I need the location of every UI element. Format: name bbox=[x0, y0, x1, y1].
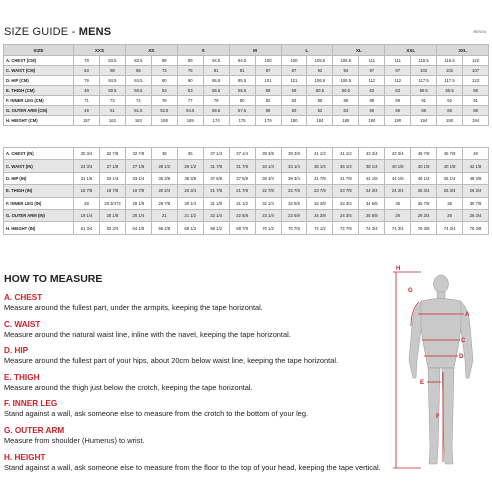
table-cell: 76 3/8 bbox=[463, 222, 489, 234]
table-row bbox=[4, 86, 489, 96]
measure-heading: A. CHEST bbox=[4, 293, 43, 302]
table-cell: 37 5/8 bbox=[229, 172, 255, 184]
table-cell: 53 bbox=[151, 86, 177, 96]
table-cell: 55.5 bbox=[229, 86, 255, 96]
figure-label-d: D bbox=[459, 354, 464, 360]
table-cell: 62 bbox=[307, 106, 333, 116]
table-cell: 122 bbox=[463, 56, 489, 66]
table-cell: 32 1/4 bbox=[255, 197, 281, 209]
table-cell: 117.5 bbox=[411, 76, 437, 86]
table-cell: 84.5 bbox=[99, 76, 125, 86]
table-cell: 26 3/4 bbox=[411, 209, 437, 221]
table-cell: 25 3/4 bbox=[437, 185, 463, 197]
table-cell: 22 7/8 bbox=[255, 185, 281, 197]
table-cell: 162 bbox=[99, 116, 125, 126]
size-header-s: S bbox=[177, 45, 229, 56]
table-cell: 76 bbox=[151, 96, 177, 106]
table-cell: 65.5 bbox=[437, 86, 463, 96]
table-cell: 66 bbox=[437, 106, 463, 116]
table-cell: 35 7/8 bbox=[411, 197, 437, 209]
table-cell: 81 bbox=[203, 66, 229, 76]
table-cell: 105.5 bbox=[307, 56, 333, 66]
table-cell: 33 3/8 bbox=[307, 197, 333, 209]
table-cell: 63 bbox=[333, 106, 359, 116]
table-cell: 33 3/4 bbox=[333, 197, 359, 209]
table-cell: 35 7/8 bbox=[463, 197, 489, 209]
table-cell: 41 1/2 bbox=[307, 148, 333, 160]
table-cell: 30 1/4 bbox=[177, 197, 203, 209]
table-cell: 65 bbox=[359, 106, 385, 116]
row-label: G. OUTER ARM (CM) bbox=[4, 106, 74, 116]
table-cell: 94.5 bbox=[229, 56, 255, 66]
table-cell: 35 3/8 bbox=[151, 172, 177, 184]
table-cell: 63 bbox=[359, 86, 385, 96]
table-cell: 111 bbox=[359, 56, 385, 66]
measure-item bbox=[4, 453, 384, 472]
table-cell: 74 3/4 bbox=[385, 222, 411, 234]
table-cell: 68 bbox=[463, 106, 489, 116]
table-row bbox=[4, 185, 489, 197]
size-header-l: L bbox=[281, 45, 333, 56]
table-cell: 42 1/8 bbox=[463, 160, 489, 172]
table-cell: 112 bbox=[359, 76, 385, 86]
table-cell: 70 1/2 bbox=[255, 222, 281, 234]
table-cell: 32 7/8 bbox=[99, 148, 125, 160]
measure-heading: G. OUTER ARM bbox=[4, 426, 65, 435]
table-cell: 24 3/4 bbox=[385, 185, 411, 197]
table-cell: 117.5 bbox=[437, 76, 463, 86]
table-cell: 51 bbox=[99, 106, 125, 116]
table-cell: 44 1/8 bbox=[385, 172, 411, 184]
table-cell: 123 bbox=[463, 76, 489, 86]
table-cell: 190 bbox=[437, 116, 463, 126]
table-cell: 32 7/8 bbox=[125, 148, 151, 160]
figure-label-e: E bbox=[420, 380, 425, 386]
table-cell: 102 bbox=[437, 66, 463, 76]
table-cell: 37 5/8 bbox=[203, 172, 229, 184]
page-title bbox=[4, 26, 111, 38]
table-cell: 48 bbox=[74, 86, 100, 96]
table-cell: 31 1/8 bbox=[203, 197, 229, 209]
table-cell: 78 bbox=[74, 56, 100, 66]
table-cell: 84.5 bbox=[125, 76, 151, 86]
table-cell: 54.5 bbox=[177, 106, 203, 116]
table-cell: 21 bbox=[151, 209, 177, 221]
size-header-m: M bbox=[229, 45, 281, 56]
table-cell: 68 1/2 bbox=[203, 222, 229, 234]
table-cell: 28 1/2 bbox=[151, 160, 177, 172]
table-cell: 24 3/4 bbox=[74, 160, 100, 172]
table-cell: 63 3/4 bbox=[99, 222, 125, 234]
table-cell: 105.5 bbox=[333, 56, 359, 66]
table-cell: 190 bbox=[359, 116, 385, 126]
table-cell: 19 7/8 bbox=[125, 185, 151, 197]
table-row bbox=[4, 56, 489, 66]
table-cell: 87 bbox=[281, 66, 307, 76]
table-cell: 32 5/8 bbox=[281, 197, 307, 209]
table-cell: 48 3/8 bbox=[463, 172, 489, 184]
table-cell: 174 bbox=[203, 116, 229, 126]
table-cell: 38 1/4 bbox=[359, 160, 385, 172]
table-cell: 66 1/8 bbox=[151, 222, 177, 234]
measure-item bbox=[4, 320, 384, 339]
table-cell: 116.5 bbox=[437, 56, 463, 66]
table-cell: 74 bbox=[125, 96, 151, 106]
table-cell: 49 bbox=[74, 106, 100, 116]
table-cell: 60.5 bbox=[333, 86, 359, 96]
table-cell: 35 3/8 bbox=[177, 172, 203, 184]
table-row bbox=[4, 116, 489, 126]
table-cell: 61 3/4 bbox=[74, 222, 100, 234]
table-cell: 77 bbox=[177, 96, 203, 106]
table-cell: 46 1/4 bbox=[437, 172, 463, 184]
table-cell: 35 bbox=[151, 148, 177, 160]
table-cell: 64 1/8 bbox=[125, 222, 151, 234]
table-cell: 33 1/4 bbox=[99, 172, 125, 184]
row-label: F. INNER LEG (IN) bbox=[4, 197, 74, 209]
table-cell: 66 bbox=[385, 106, 411, 116]
size-header-xxs: XXS bbox=[74, 45, 126, 56]
row-label: E. THIGH (CM) bbox=[4, 86, 74, 96]
table-cell: 157 bbox=[74, 116, 100, 126]
table-cell: 85 bbox=[307, 96, 333, 106]
table-cell: 39 3/4 bbox=[281, 172, 307, 184]
table-cell: 102 bbox=[411, 66, 437, 76]
table-cell: 34 1/4 bbox=[281, 160, 307, 172]
table-cell: 101 bbox=[281, 76, 307, 86]
table-cell: 26 3/4 bbox=[463, 185, 489, 197]
row-label: A. CHEST (IN) bbox=[4, 148, 74, 160]
table-cell: 63 bbox=[74, 66, 100, 76]
table-cell: 20 3/4 bbox=[151, 185, 177, 197]
table-cell: 194 bbox=[411, 116, 437, 126]
table-cell: 101 bbox=[255, 76, 281, 86]
table-cell: 82 bbox=[255, 96, 281, 106]
table-cell: 194 bbox=[463, 116, 489, 126]
title-bold: MENS bbox=[78, 26, 112, 38]
table-cell: 22 7/8 bbox=[281, 185, 307, 197]
table-cell: 26 3/4 bbox=[463, 209, 489, 221]
table-cell: 25 3/4 bbox=[411, 185, 437, 197]
title-prefix: SIZE GUIDE - bbox=[4, 26, 79, 38]
measure-item bbox=[4, 346, 384, 365]
measure-heading: C. WAIST bbox=[4, 319, 41, 329]
table-cell: 88 bbox=[359, 96, 385, 106]
table-cell: 112 bbox=[385, 76, 411, 86]
table-cell: 72 7/8 bbox=[333, 222, 359, 234]
table-cell: 23 5/8 bbox=[281, 209, 307, 221]
table-cell: 65.5 bbox=[411, 86, 437, 96]
table-cell: 24 3/8 bbox=[307, 209, 333, 221]
size-table-in bbox=[3, 147, 489, 235]
table-cell: 68 bbox=[463, 86, 489, 96]
table-cell: 23 7/8 bbox=[333, 185, 359, 197]
table-cell: 86 bbox=[333, 96, 359, 106]
table-cell: 35 bbox=[437, 197, 463, 209]
size-header-3xl: 3XL bbox=[437, 45, 489, 56]
table-cell: 76 3/8 bbox=[411, 222, 437, 234]
table-cell: 68 7/8 bbox=[229, 222, 255, 234]
table-cell: 25 5/8 bbox=[359, 209, 385, 221]
table-cell: 21 7/8 bbox=[203, 185, 229, 197]
table-cell: 58 bbox=[255, 86, 281, 96]
how-to-measure-title: HOW TO MEASURE bbox=[4, 273, 103, 285]
measure-description: Measure around the fullest part, under the armpits, keeping the tape horizontal. bbox=[4, 303, 263, 312]
table-row bbox=[4, 106, 489, 116]
table-cell: 97 bbox=[385, 66, 411, 76]
row-label: C. WAIST (CM) bbox=[4, 66, 74, 76]
table-cell: 51.5 bbox=[125, 106, 151, 116]
table-cell: 50.5 bbox=[99, 86, 125, 96]
table-cell: 179 bbox=[255, 116, 281, 126]
table-cell: 29 7/8 bbox=[151, 197, 177, 209]
table-cell: 29 1/2 bbox=[177, 160, 203, 172]
figure-label-a: A bbox=[465, 312, 470, 318]
table-cell: 22 5/8 bbox=[229, 209, 255, 221]
table-cell: 37 1/4 bbox=[203, 148, 229, 160]
table-cell: 75 bbox=[177, 66, 203, 76]
table-cell: 60 bbox=[281, 106, 307, 116]
table-cell: 66 1/2 bbox=[177, 222, 203, 234]
table-cell: 41 7/8 bbox=[333, 172, 359, 184]
table-cell: 70 7/8 bbox=[281, 222, 307, 234]
row-label: G. OUTER ARM (IN) bbox=[4, 209, 74, 221]
table-cell: 23 1/4 bbox=[255, 209, 281, 221]
measure-heading: E. THIGH bbox=[4, 372, 40, 382]
table-cell: 169 bbox=[177, 116, 203, 126]
table-cell: 48 bbox=[463, 148, 489, 160]
table-cell: 36 1/4 bbox=[333, 160, 359, 172]
measure-description: Measure around the thigh just below the crotch, keeping the tape horizontal. bbox=[4, 382, 253, 392]
table-cell: 55.5 bbox=[203, 86, 229, 96]
table-cell: 92 bbox=[437, 96, 463, 106]
table-cell: 116.5 bbox=[411, 56, 437, 66]
table-cell: 92 bbox=[333, 66, 359, 76]
table-cell: 81 bbox=[229, 66, 255, 76]
body-figure-svg bbox=[391, 268, 486, 471]
table-cell: 24 3/4 bbox=[333, 209, 359, 221]
table-row bbox=[4, 160, 489, 172]
table-cell: 35 bbox=[385, 197, 411, 209]
table-cell: 92 bbox=[307, 66, 333, 76]
table-cell: 39 3/4 bbox=[255, 172, 281, 184]
size-table-cm bbox=[3, 44, 489, 126]
table-cell: 26 bbox=[385, 209, 411, 221]
size-header-label: SIZE bbox=[4, 45, 74, 56]
table-cell: 56.5 bbox=[203, 106, 229, 116]
table-cell: 74 3/4 bbox=[359, 222, 385, 234]
table-cell: 20 1/4 bbox=[125, 209, 151, 221]
table-cell: 79 bbox=[74, 76, 100, 86]
table-cell: 90 bbox=[177, 76, 203, 86]
table-cell: 30 3/4 bbox=[74, 148, 100, 160]
measure-heading: D. HIP bbox=[4, 346, 29, 356]
size-header-xs: XS bbox=[125, 45, 177, 56]
table-cell: 100 bbox=[281, 56, 307, 66]
table-cell: 21 7/8 bbox=[229, 185, 255, 197]
table-row bbox=[4, 96, 489, 106]
table-cell: 29 1/8 bbox=[125, 197, 151, 209]
table-cell: 41 7/8 bbox=[307, 172, 333, 184]
table-row bbox=[4, 222, 489, 234]
table-cell: 80 bbox=[229, 96, 255, 106]
table-cell: 58 bbox=[281, 86, 307, 96]
table-cell: 60.5 bbox=[307, 86, 333, 96]
table-cell: 40 1/8 bbox=[411, 160, 437, 172]
row-label: A. CHEST (CM) bbox=[4, 56, 74, 66]
table-row bbox=[4, 197, 489, 209]
revision-label: REV04 bbox=[473, 29, 486, 34]
table-row bbox=[4, 66, 489, 76]
table-cell: 89 bbox=[385, 96, 411, 106]
table-cell: 100 bbox=[255, 56, 281, 66]
table-cell: 95.5 bbox=[229, 76, 255, 86]
table-cell: 73 bbox=[99, 96, 125, 106]
table-cell: 19 7/8 bbox=[99, 185, 125, 197]
table-row bbox=[4, 76, 489, 86]
table-cell: 28 bbox=[74, 197, 100, 209]
table-cell: 68 bbox=[411, 106, 437, 116]
table-cell: 45 7/8 bbox=[437, 148, 463, 160]
table-cell: 91 bbox=[411, 96, 437, 106]
measure-description: Measure around the fullest part of your hips, about 20cm below waist line, keeping the tape horizontal. bbox=[4, 356, 339, 366]
table-cell: 20 1/8 bbox=[99, 209, 125, 221]
table-cell: 40 1/8 bbox=[437, 160, 463, 172]
table-cell: 175 bbox=[229, 116, 255, 126]
measure-item bbox=[4, 399, 384, 418]
table-cell: 44 1/8 bbox=[359, 172, 385, 184]
table-cell: 18 7/8 bbox=[74, 185, 100, 197]
table-cell: 34 5/8 bbox=[359, 197, 385, 209]
table-cell: 95.5 bbox=[203, 76, 229, 86]
table-cell: 71 bbox=[74, 96, 100, 106]
measure-item bbox=[4, 293, 384, 312]
table-cell: 97 bbox=[359, 66, 385, 76]
table-cell: 40 1/8 bbox=[385, 160, 411, 172]
table-cell: 68 bbox=[99, 66, 125, 76]
table-cell: 22 1/4 bbox=[203, 209, 229, 221]
table-cell: 111 bbox=[385, 56, 411, 66]
table-cell: 94.5 bbox=[203, 56, 229, 66]
table-cell: 53.5 bbox=[151, 106, 177, 116]
table-cell: 106.5 bbox=[307, 76, 333, 86]
table-cell: 36 1/4 bbox=[307, 160, 333, 172]
table-cell: 21 1/2 bbox=[177, 209, 203, 221]
table-cell: 24 3/4 bbox=[359, 185, 385, 197]
row-label: H. HEIGHT (CM) bbox=[4, 116, 74, 126]
table-cell: 31 7/8 bbox=[229, 160, 255, 172]
table-cell: 87 bbox=[255, 66, 281, 76]
measure-item bbox=[4, 426, 384, 445]
table-cell: 91 bbox=[463, 96, 489, 106]
table-cell: 39 3/8 bbox=[255, 148, 281, 160]
table-cell: 90 bbox=[151, 76, 177, 86]
table-cell: 27 1/8 bbox=[125, 160, 151, 172]
figure-label-g: G bbox=[408, 288, 413, 294]
table-cell: 43 3/4 bbox=[385, 148, 411, 160]
table-cell: 20 3/4 bbox=[177, 185, 203, 197]
table-cell: 39 3/8 bbox=[281, 148, 307, 160]
table-cell: 68 bbox=[125, 66, 151, 76]
table-cell: 23 7/8 bbox=[307, 185, 333, 197]
row-label: H. HEIGHT (IN) bbox=[4, 222, 74, 234]
table-cell: 57.5 bbox=[229, 106, 255, 116]
table-cell: 33 1/4 bbox=[125, 172, 151, 184]
table-cell: 41 1/2 bbox=[333, 148, 359, 160]
table-cell: 74 3/4 bbox=[437, 222, 463, 234]
table-row bbox=[4, 172, 489, 184]
table-cell: 168 bbox=[151, 116, 177, 126]
table-cell: 83.5 bbox=[99, 56, 125, 66]
table-cell: 63 bbox=[385, 86, 411, 96]
table-cell: 28 3/4?3 bbox=[99, 197, 125, 209]
figure-label-h: H bbox=[396, 266, 401, 272]
table-row bbox=[4, 148, 489, 160]
table-cell: 79 bbox=[203, 96, 229, 106]
table-cell: 45 7/8 bbox=[411, 148, 437, 160]
table-cell: 73 bbox=[151, 66, 177, 76]
table-cell: 26 bbox=[437, 209, 463, 221]
measure-description: Stand against a wall, ask someone else to measure from the crotch to the bottom of your leg. bbox=[4, 409, 308, 419]
table-cell: 34 1/4 bbox=[255, 160, 281, 172]
table-row bbox=[4, 209, 489, 221]
table-cell: 37 1/4 bbox=[229, 148, 255, 160]
table-cell: 163 bbox=[125, 116, 151, 126]
body-figure bbox=[391, 268, 486, 471]
table-cell: 31 1/8 bbox=[74, 172, 100, 184]
table-cell: 107 bbox=[463, 66, 489, 76]
size-header-xl: XL bbox=[333, 45, 385, 56]
row-label: C. WAIST (IN) bbox=[4, 160, 74, 172]
table-cell: 53 bbox=[177, 86, 203, 96]
measure-item bbox=[4, 373, 384, 392]
table-cell: 50.5 bbox=[125, 86, 151, 96]
measure-heading: H. HEIGHT bbox=[4, 452, 46, 462]
row-label: F. INNER LEG (CM) bbox=[4, 96, 74, 106]
figure-label-c: C bbox=[461, 338, 466, 344]
table-cell: 43 3/4 bbox=[359, 148, 385, 160]
table-cell: 19 1/4 bbox=[74, 209, 100, 221]
row-label: E. THIGH (IN) bbox=[4, 185, 74, 197]
table-cell: 83.5 bbox=[125, 56, 151, 66]
table-cell: 31 1/2 bbox=[229, 197, 255, 209]
table-cell: 89 bbox=[151, 56, 177, 66]
row-label: D. HIP (CM) bbox=[4, 76, 74, 86]
table-cell: 89 bbox=[177, 56, 203, 66]
table-cell: 72 1/2 bbox=[307, 222, 333, 234]
measure-description: Measure from shoulder (Humerus) to wrist. bbox=[4, 436, 145, 445]
table-cell: 83 bbox=[281, 96, 307, 106]
table-cell: 46 1/4 bbox=[411, 172, 437, 184]
size-header-xxl: XXL bbox=[385, 45, 437, 56]
table-cell: 190 bbox=[385, 116, 411, 126]
table-cell: 59 bbox=[255, 106, 281, 116]
table-cell: 35 bbox=[177, 148, 203, 160]
table-cell: 106.5 bbox=[333, 76, 359, 86]
measure-description: Stand against a wall, ask someone else to measure from the floor to the top of your head, keeping the tape vertical. bbox=[4, 462, 381, 472]
table-cell: 27 1/8 bbox=[99, 160, 125, 172]
figure-label-f: F bbox=[436, 414, 440, 420]
table-cell: 180 bbox=[281, 116, 307, 126]
table-cell: 184 bbox=[307, 116, 333, 126]
measure-heading: F. INNER LEG bbox=[4, 399, 58, 409]
row-label: D. HIP (IN) bbox=[4, 172, 74, 184]
measure-description: Measure around the natural waist line, inline with the navel, keeping the tape horizontal. bbox=[4, 329, 291, 339]
table-cell: 31 7/8 bbox=[203, 160, 229, 172]
table-cell: 185 bbox=[333, 116, 359, 126]
